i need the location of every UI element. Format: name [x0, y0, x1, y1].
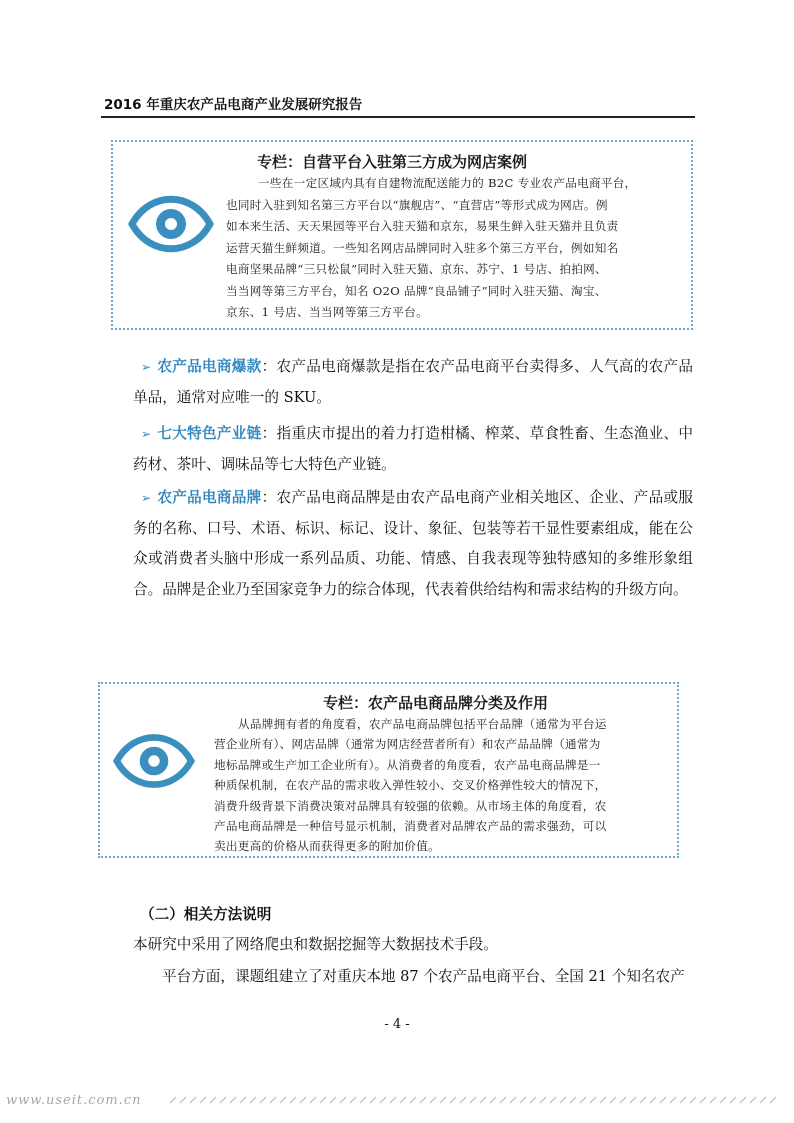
definition-text: ：农产品电商品牌是由农产品电商产业相关地区、企业、产品或服务的名称、口号、术语、标识、标记、设计、象征、包装等若干显性要素组成，能在公众或消费者头脑中形成一系列品质、功能、情感、自我表现等独特感知的多维形象组合。品牌是企业乃至国家竞争力的综合体现，代表着供给结构和需求结构的升级方向。 [133, 489, 693, 598]
definition-hot-item [133, 352, 693, 413]
arrow-bullet-icon: ➢ [141, 360, 152, 374]
page-number: - 4 - [384, 1017, 410, 1032]
definition-text: ：农产品电商爆款是指在农产品电商平台卖得多、人气高的农产品单品，通常对应唯一的 SKU。 [133, 358, 693, 406]
callout-2-line: 种质保机制，在农产品的需求收入弹性较小、交叉价格弹性较大的情况下， [214, 778, 607, 793]
callout-1-body [226, 173, 684, 324]
definition-term: 农产品电商品牌 [157, 489, 262, 506]
definition-text: ：指重庆市提出的着力打造柑橘、榨菜、草食牲畜、生态渔业、中药材、茶叶、调味品等七大特色产业链。 [133, 425, 693, 473]
report-title: 2016 年重庆农产品电商产业发展研究报告 [104, 97, 363, 113]
callout-2-line: 产品电商品牌是一种信号显示机制，消费者对品牌农产品的需求强劲，可以 [214, 819, 607, 834]
arrow-bullet-icon: ➢ [141, 491, 152, 505]
callout-1-line: 京东、1 号店、当当网等第三方平台。 [226, 305, 428, 319]
section-heading: （二）相关方法说明 [140, 906, 272, 923]
callout-1-line: 也同时入驻到知名第三方平台以“旗舰店”、“直营店”等形式成为网店。例 [226, 197, 608, 212]
callout-2-line: 从品牌拥有者的角度看，农产品电商品牌包括平台品牌（通常为平台运 [238, 717, 607, 731]
callout-2-line: 营企业所有）、网店品牌（通常为网店经营者所有）和农产品品牌（通常为 [214, 737, 601, 752]
watermark: www.useit.com.cn [6, 1093, 142, 1108]
definition-term: 农产品电商爆款 [157, 358, 262, 375]
callout-2-line: 卖出更高的价格从而获得更多的附加价值。 [214, 839, 440, 854]
eye-icon [128, 195, 214, 253]
definition-term: 七大特色产业链 [157, 425, 262, 442]
callout-1-line: 电商坚果品牌“三只松鼠”同时入驻天猫、京东、苏宁、1 号店、拍拍网、 [226, 262, 607, 276]
definition-industry-chain [133, 419, 693, 480]
callout-1-line: 一些在一定区域内具有自建物流配送能力的 B2C 专业农产品电商平台， [258, 176, 637, 190]
callout-1-line: 如本来生活、天天果园等平台入驻天猫和京东，易果生鲜入驻天猫并且负责 [226, 219, 619, 233]
header-divider [101, 116, 695, 118]
arrow-bullet-icon: ➢ [141, 427, 152, 441]
callout-1-line: 运营天猫生鲜频道。一些知名网店品牌同时入驻多个第三方平台，例如知名 [226, 240, 619, 255]
section-paragraph-1: 本研究中采用了网络爬虫和数据挖掘等大数据技术手段。 [133, 936, 498, 953]
eye-icon [113, 733, 195, 789]
callout-2-line: 消费升级背景下消费决策对品牌具有较强的依赖。从市场主体的角度看，农 [214, 798, 607, 813]
callout-2-title: 专栏：农产品电商品牌分类及作用 [323, 694, 549, 712]
definition-brand [133, 483, 693, 605]
section-paragraph-2: 平台方面，课题组建立了对重庆本地 87 个农产品电商平台、全国 21 个知名农产 [162, 968, 685, 985]
callout-2-body [214, 714, 672, 857]
callout-2-line: 地标品牌或生产加工企业所有）。从消费者的角度看，农产品电商品牌是一 [214, 757, 601, 772]
watermark-decoration [170, 1093, 790, 1115]
callout-1-line: 当当网等第三方平台，知名 O2O 品牌“良品铺子”同时入驻天猫、淘宝、 [226, 283, 607, 298]
callout-1-title: 专栏：自营平台入驻第三方成为网店案例 [257, 153, 528, 171]
